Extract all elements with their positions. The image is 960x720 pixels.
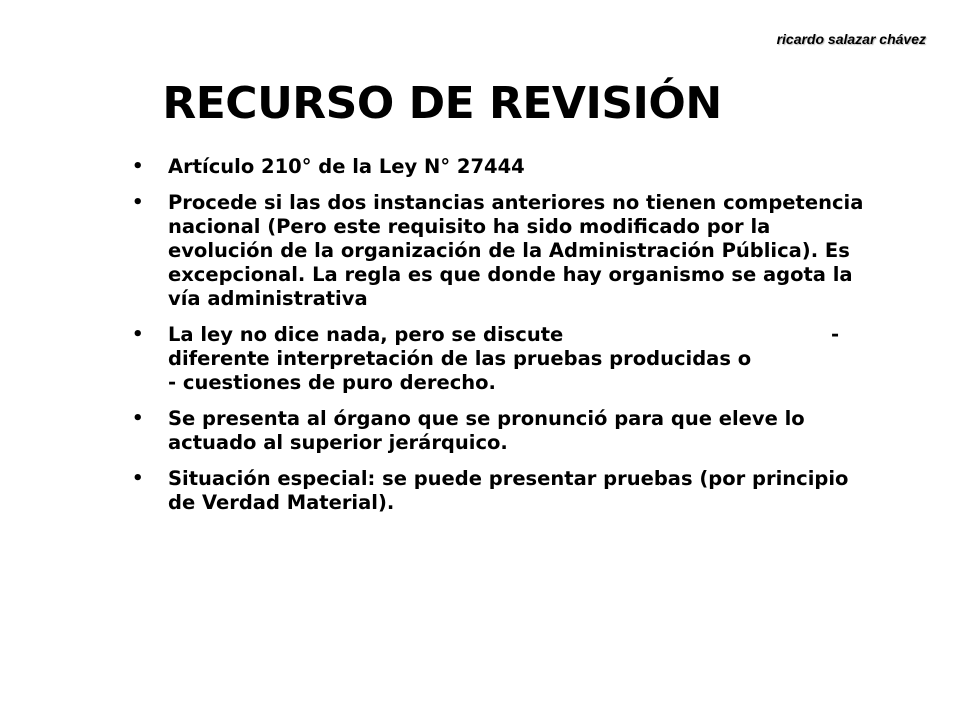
bullet-item-situacion (130, 467, 940, 515)
bullet-dot-icon: • (132, 324, 144, 345)
bullet-text-line: vía administrativa (168, 287, 368, 310)
bullet-text-line: de Verdad Material). (168, 491, 395, 514)
bullet-text-line: Procede si las dos instancias anteriores no tienen competencia (168, 191, 864, 214)
bullet-list (130, 155, 940, 527)
bullet-text-line: diferente interpretación de las pruebas producidas o (168, 347, 752, 370)
bullet-text-line: actuado al superior jerárquico. (168, 431, 508, 454)
bullet-text: Artículo 210° de la Ley N° 27444 (168, 155, 525, 178)
bullet-text-line: Situación especial: se puede presentar pruebas (por principio (168, 467, 849, 490)
bullet-dot-icon: • (132, 468, 144, 489)
bullet-text-line: La ley no dice nada, pero se discute - (168, 323, 840, 346)
bullet-item-ley (130, 323, 940, 395)
bullet-item-procede (130, 191, 940, 311)
bullet-dot-icon: • (132, 156, 144, 177)
slide-title: RECURSO DE REVISIÓN (162, 78, 722, 129)
bullet-item-article (130, 155, 940, 179)
author-watermark: ricardo salazar chávez (776, 31, 926, 47)
bullet-text-line: Se presenta al órgano que se pronunció para que eleve lo (168, 407, 805, 430)
bullet-text-line: - cuestiones de puro derecho. (168, 371, 496, 394)
bullet-text-line: nacional (Pero este requisito ha sido modificado por la (168, 215, 771, 238)
dash-marker: - (831, 323, 840, 346)
bullet-text-line: excepcional. La regla es que donde hay organismo se agota la (168, 263, 853, 286)
bullet-item-presenta (130, 407, 940, 455)
bullet-text-line: evolución de la organización de la Administración Pública). Es (168, 239, 850, 262)
bullet-dot-icon: • (132, 192, 144, 213)
bullet-dot-icon: • (132, 408, 144, 429)
